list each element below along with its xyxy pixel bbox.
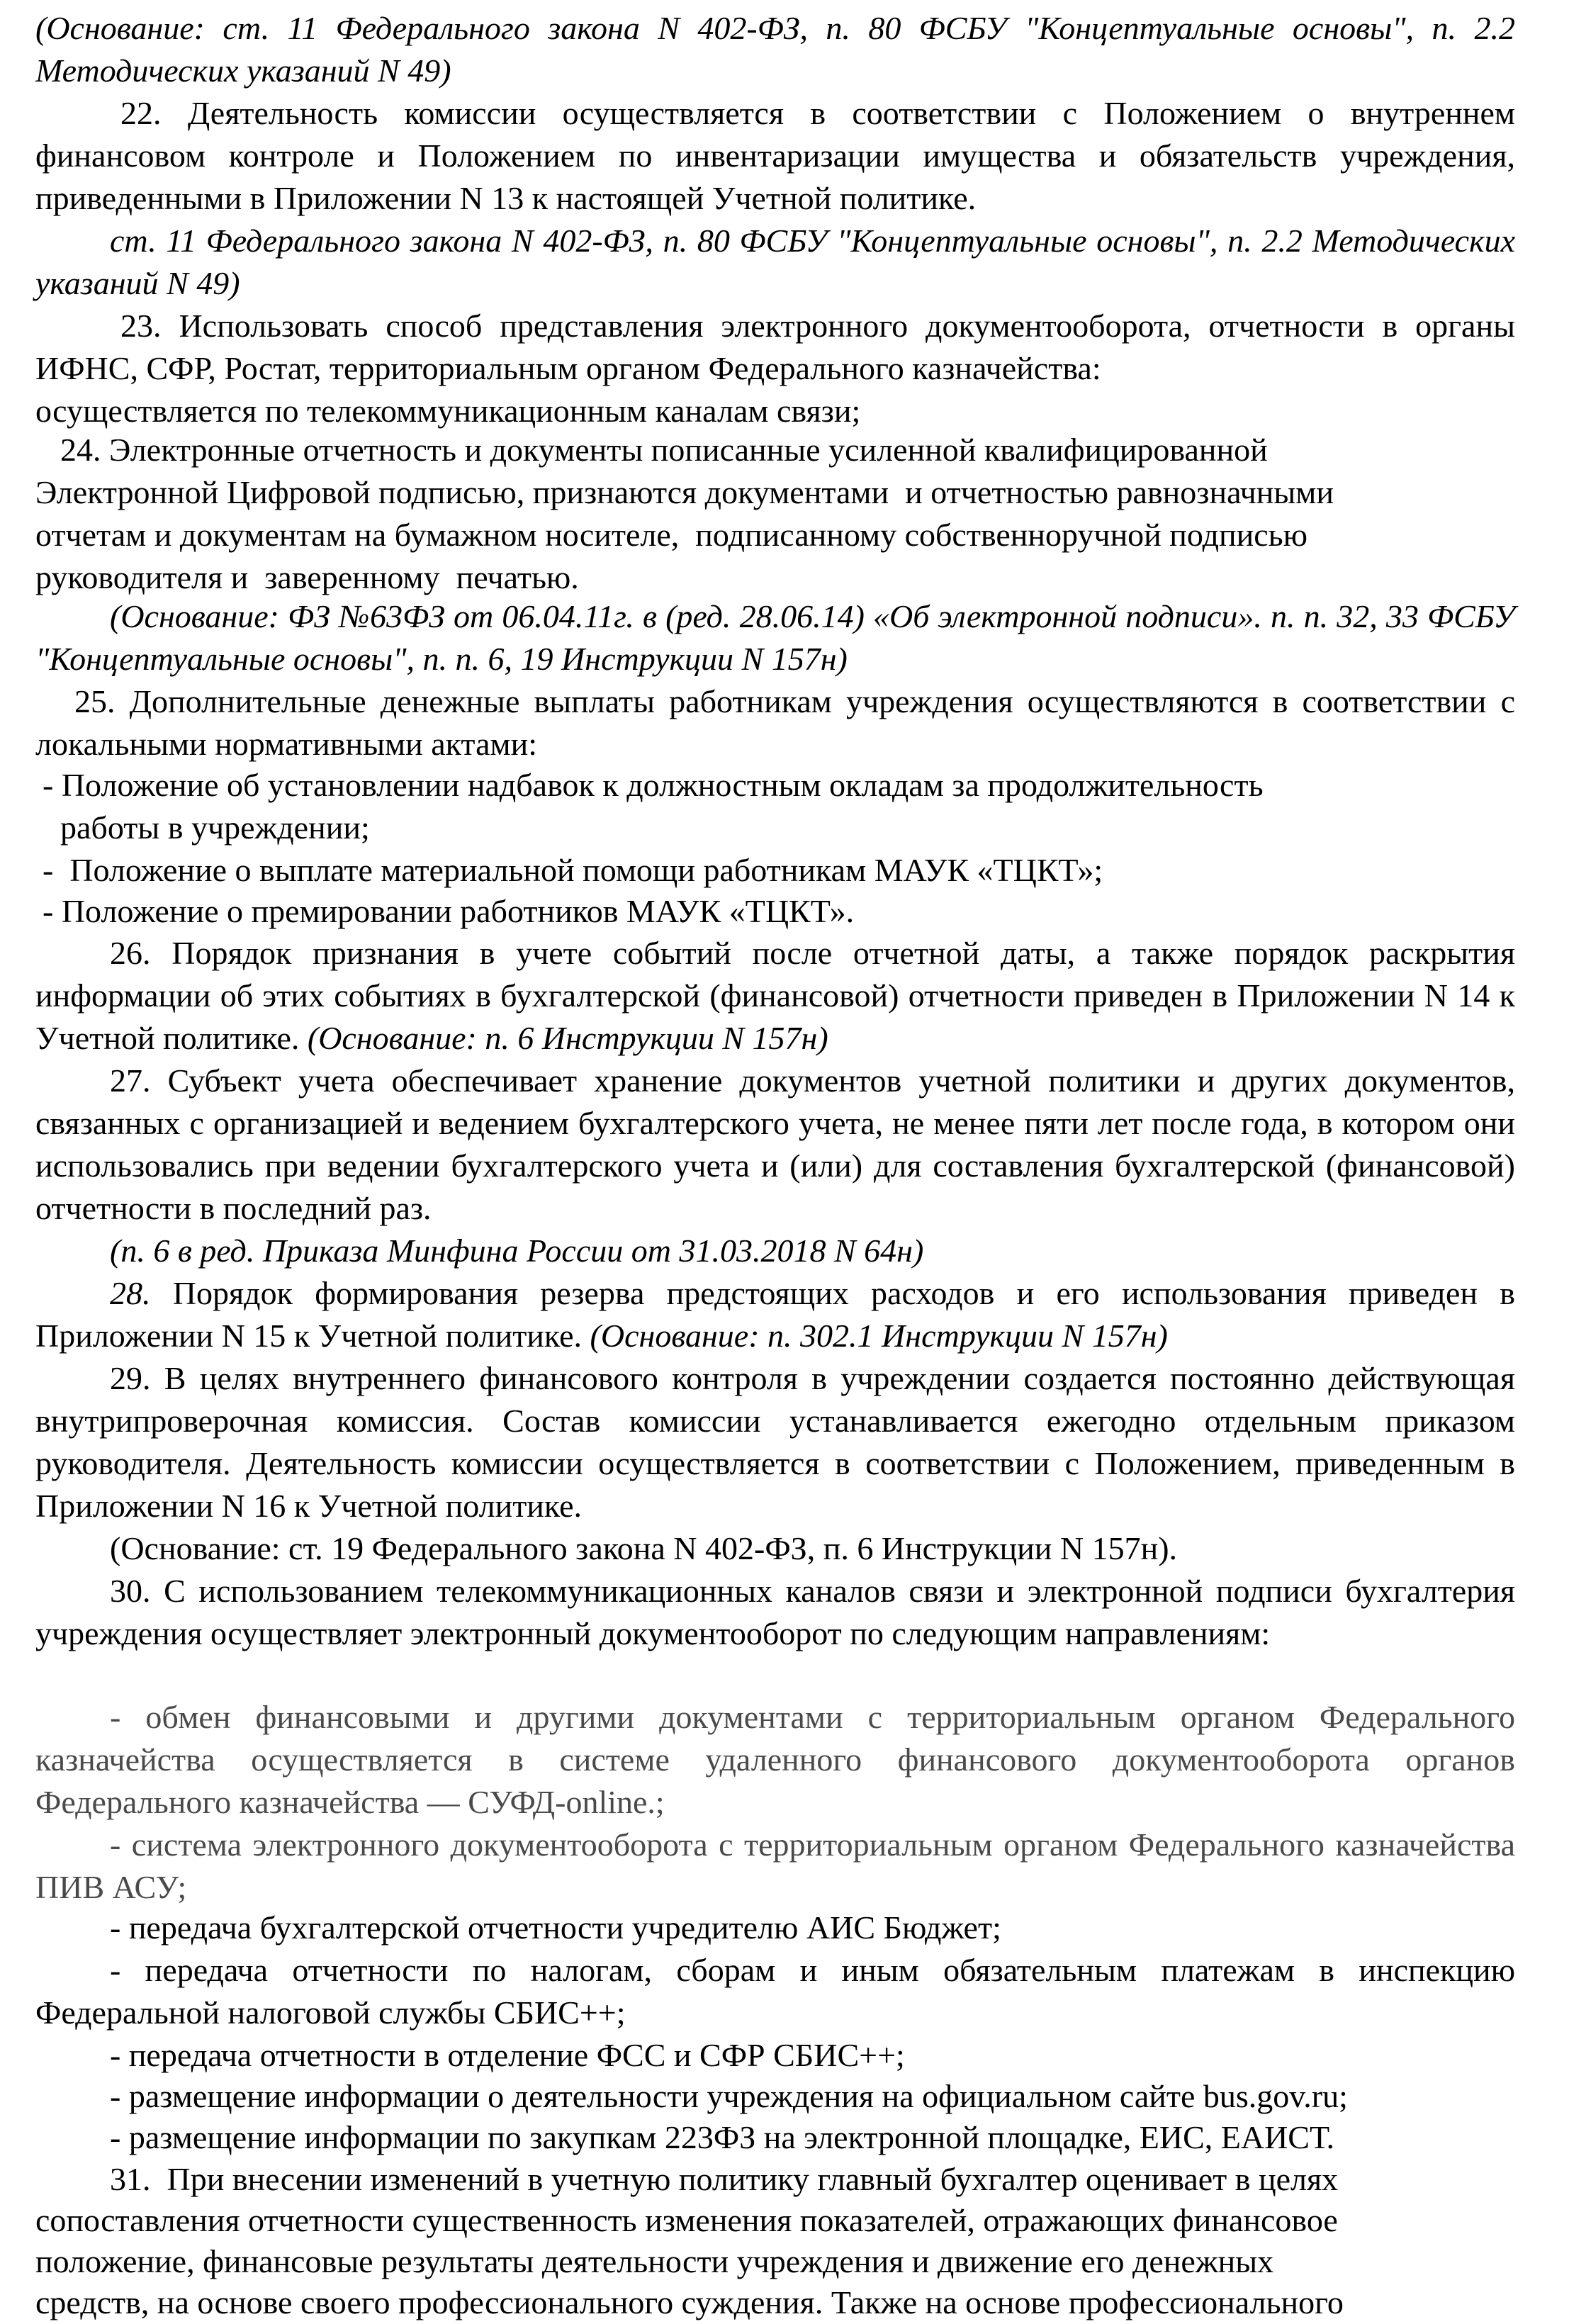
paragraph-23: 23. Использовать способ представления электронного документооборота, отчетности в органы ИФНС, СФР, Ростат, территориальным органом Федерального казначейства:	[35, 308, 1524, 386]
list-item-223fz: - размещение информации по закупкам 223ФЗ на электронной площадке, ЕИС, ЕАИСТ.	[110, 2119, 1334, 2155]
list-item-fss-sfr: - передача отчетности в отделение ФСС и СФР СБИС++;	[110, 2037, 905, 2073]
paragraph-30: 30. С использованием телекоммуникационных каналов связи и электронной подписи бухгалтерия учреждения осуществляет электронный документооборот по следующим направлениям:	[35, 1573, 1524, 1651]
list-item-sufd: - обмен финансовыми и другими документами с территориальным органом Федерального казначейства осуществляется в системе удаленного финансового документооборота органов Федерального казначейства — СУФД-online.;	[35, 1699, 1524, 1820]
list-item-allowances-cont: работы в учреждении;	[60, 809, 370, 846]
list-item-piv-asu: - система электронного документооборота с территориальным органом Федерального казначейства ПИВ АСУ;	[35, 1826, 1524, 1905]
paragraph-31-line2: сопоставления отчетности существенность изменения показателей, отражающих финансовое	[35, 2202, 1338, 2238]
paragraph-22: 22. Деятельность комиссии осуществляется в соответствии с Положением о внутреннем финансовом контроле и Положением по инвентаризации имущества и обязательств учреждения, приведенными в Приложении N 13 к настоящей Учетной политике.	[35, 95, 1524, 216]
paragraph-26: 26. Порядок признания в учете событий после отчетной даты, а также порядок раскрытия информации об этих событиях в бухгалтерской (финансовой) отчетности приведен в Приложении N 14 к Учетной политике. (Основание: п. 6 Инструкции N 157н)	[35, 935, 1524, 1056]
paragraph-23-cont: осуществляется по телекоммуникационным каналам связи;	[35, 393, 861, 429]
list-item-bonuses: - Положение о премировании работников МАУК «ТЦКТ».	[43, 893, 855, 929]
paragraph-28: 28. Порядок формирования резерва предстоящих расходов и его использования приведен в Приложении N 15 к Учетной политике. (Основание: п. 302.1 Инструкции N 157н)	[35, 1275, 1524, 1354]
paragraph-31-line3: положение, финансовые результаты деятельности учреждения и движение его денежных	[35, 2243, 1274, 2279]
list-item-ais-budget: - передача бухгалтерской отчетности учредителю АИС Бюджет;	[110, 1909, 1001, 1946]
paragraph-24-line4: руководителя и заверенному печатью.	[35, 559, 579, 595]
paragraph-basis-402fz-2: ст. 11 Федерального закона N 402-ФЗ, п. 80 ФСБУ "Концептуальные основы", п. 2.2 Методических указаний N 49)	[35, 223, 1524, 301]
paragraph-25: 25. Дополнительные денежные выплаты работникам учреждения осуществляются в соответствии с локальными нормативными актами:	[35, 683, 1524, 762]
paragraph-29-basis: (Основание: ст. 19 Федерального закона N 402-ФЗ, п. 6 Инструкции N 157н).	[110, 1530, 1178, 1566]
paragraph-27: 27. Субъект учета обеспечивает хранение документов учетной политики и других документов, связанных с организацией и ведением бухгалтерского учета, не менее пяти лет после года, в котором они использовались при ведении бухгалтерского учета и (или) для составления бухгалтерской (финансовой) отчетности в последний раз.	[35, 1062, 1524, 1226]
paragraph-24-line3: отчетам и документам на бумажном носителе, подписанному собственноручной подписью	[35, 517, 1307, 553]
paragraph-31-line4: средств, на основе своего профессионального суждения. Также на основе профессионального	[35, 2284, 1344, 2320]
list-item-bus-gov: - размещение информации о деятельности учреждения на официальном сайте bus.gov.ru;	[110, 2078, 1348, 2114]
paragraph-29: 29. В целях внутреннего финансового контроля в учреждении создается постоянно действующая внутрипроверочная комиссия. Состав комиссии устанавливается ежегодно отдельным приказом руководителя. Деятельность комиссии осуществляется в соответствии с Положением, приведенным в Приложении N 16 к Учетной политике.	[35, 1360, 1524, 1524]
paragraph-27-basis: (п. 6 в ред. Приказа Минфина России от 31.03.2018 N 64н)	[110, 1233, 924, 1269]
paragraph-basis-63fz: (Основание: ФЗ №63ФЗ от 06.04.11г. в (ред. 28.06.14) «Об электронной подписи». п. п. 32, 33 ФСБУ "Концептуальные основы", п. п. 6, 19 Инструкции N 157н)	[35, 598, 1524, 677]
paragraph-24-line1: 24. Электронные отчетность и документы пописанные усиленной квалифицированной	[60, 432, 1268, 468]
paragraph-basis-402fz: (Основание: ст. 11 Федерального закона N 402-ФЗ, п. 80 ФСБУ "Концептуальные основы", п. 2.2 Методических указаний N 49)	[35, 10, 1524, 89]
paragraph-31-line1: 31. При внесении изменений в учетную политику главный бухгалтер оценивает в целях	[110, 2161, 1339, 2197]
list-item-material-aid: - Положение о выплате материальной помощи работникам МАУК «ТЦКТ»;	[43, 852, 1103, 888]
paragraph-24-line2: Электронной Цифровой подписью, признаются документами и отчетностью равнозначными	[35, 474, 1334, 510]
list-item-allowances: - Положение об установлении надбавок к должностным окладам за продолжительность	[43, 767, 1264, 803]
list-item-fns-sbis: - передача отчетности по налогам, сборам и иным обязательным платежам в инспекцию Федеральной налоговой службы СБИС++;	[35, 1952, 1524, 2031]
